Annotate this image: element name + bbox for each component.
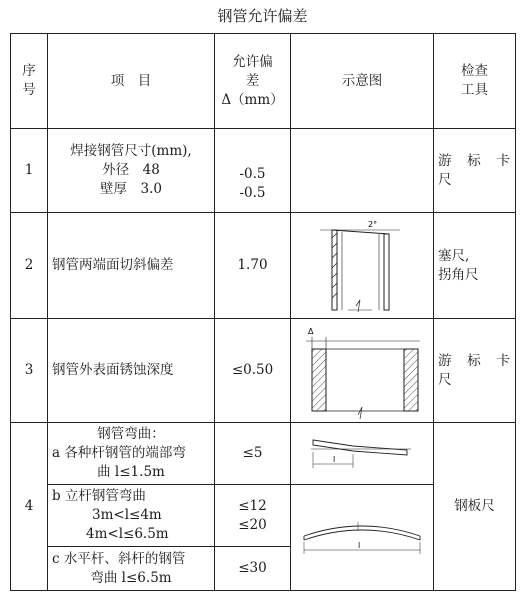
end-bend-sketch (303, 428, 421, 480)
row3-tool: 游 标 卡 尺 (434, 319, 516, 423)
row4b-tol-line2: ≤20 (238, 516, 267, 533)
row4c-tolerance: ≤30 (215, 547, 291, 591)
row4b-sketch (291, 485, 434, 591)
row1-item-line1: 焊接钢管尺寸(mm), (70, 143, 192, 159)
sketch3-delta-label: Δ (308, 326, 314, 336)
row4c-item-line1: c 水平杆、斜杆的钢管 (52, 550, 186, 567)
sketch4a-length-label: l (333, 454, 336, 464)
header-tol-line2: 差 (245, 72, 260, 89)
row4b-item (48, 485, 215, 547)
row1-item-line3: 壁厚 3.0 (100, 181, 162, 197)
row3-no: 3 (11, 319, 48, 423)
row4a-item-line2: a 各种杆钢管的端部弯 (52, 445, 186, 461)
row4a-item (48, 423, 215, 485)
bow-bend-sketch (298, 508, 426, 568)
row4b-item-line3: 4m<l≤6.5m (86, 526, 169, 542)
table-header-row (11, 34, 516, 129)
header-tolerance (215, 34, 291, 129)
row2-no: 2 (11, 213, 48, 319)
row4b-item-line1: b 立杆钢管弯曲 (52, 488, 146, 504)
pipe-end-cut-sketch (312, 220, 412, 312)
header-no-line1: 序 (22, 63, 36, 79)
sketch4b-length-label: l (358, 540, 361, 550)
row4b-tolerance (215, 485, 291, 547)
row1-tool: 游 标 卡 尺 (434, 129, 516, 213)
table-row (11, 129, 516, 213)
header-tool-line2: 工具 (461, 82, 488, 98)
row3-item: 钢管外表面锈蚀深度 (48, 319, 215, 423)
row4a-sketch (291, 423, 434, 485)
pipe-corrosion-sketch (298, 323, 426, 419)
row2-sketch (291, 213, 434, 319)
table-row (11, 213, 516, 319)
header-item: 项 目 (48, 34, 215, 129)
header-no-line2: 号 (22, 82, 36, 98)
row4c-item (48, 547, 215, 591)
row1-no: 1 (11, 129, 48, 213)
row4-no: 4 (11, 423, 48, 591)
row1-tol-line1: -0.5 (239, 165, 266, 182)
row2-tool (434, 213, 516, 319)
row4a-item-line3: 曲 l≤1.5m (97, 464, 165, 480)
table-row (11, 319, 516, 423)
row2-tool-line1: 塞尺, (438, 247, 470, 264)
header-tol-line3: Δ（mm） (221, 91, 284, 108)
row1-item (48, 129, 215, 213)
row1-sketch (291, 129, 434, 213)
row4a-item-line1: 钢管弯曲： (97, 426, 165, 442)
header-sketch: 示意图 (291, 34, 434, 129)
header-tool (434, 34, 516, 129)
row3-tolerance: ≤0.50 (215, 319, 291, 423)
row4c-item-line2: 弯曲 l≤6.5m (90, 569, 172, 586)
tolerance-table (10, 33, 516, 591)
row4a-tolerance: ≤5 (215, 423, 291, 485)
row1-tol-line2: -0.5 (239, 184, 266, 201)
row4-tool: 钢板尺 (434, 423, 516, 591)
row1-item-line2: 外径 48 (102, 162, 160, 178)
table-row (11, 423, 516, 485)
header-no (11, 34, 48, 129)
header-tol-line1: 允许偏 (232, 53, 273, 70)
page-title: 钢管允许偏差 (217, 7, 308, 25)
row2-tool-line2: 拐角尺 (438, 266, 479, 283)
row2-tolerance: 1.70 (215, 213, 291, 319)
row4b-tol-line1: ≤12 (238, 497, 267, 514)
row1-tolerance (215, 129, 291, 213)
row3-sketch (291, 319, 434, 423)
sketch2-angle-label: 2° (368, 219, 378, 229)
header-tool-line1: 检查 (461, 63, 488, 79)
row2-item: 钢管两端面切斜偏差 (48, 213, 215, 319)
row4b-item-line2: 3m<l≤4m (92, 507, 162, 523)
